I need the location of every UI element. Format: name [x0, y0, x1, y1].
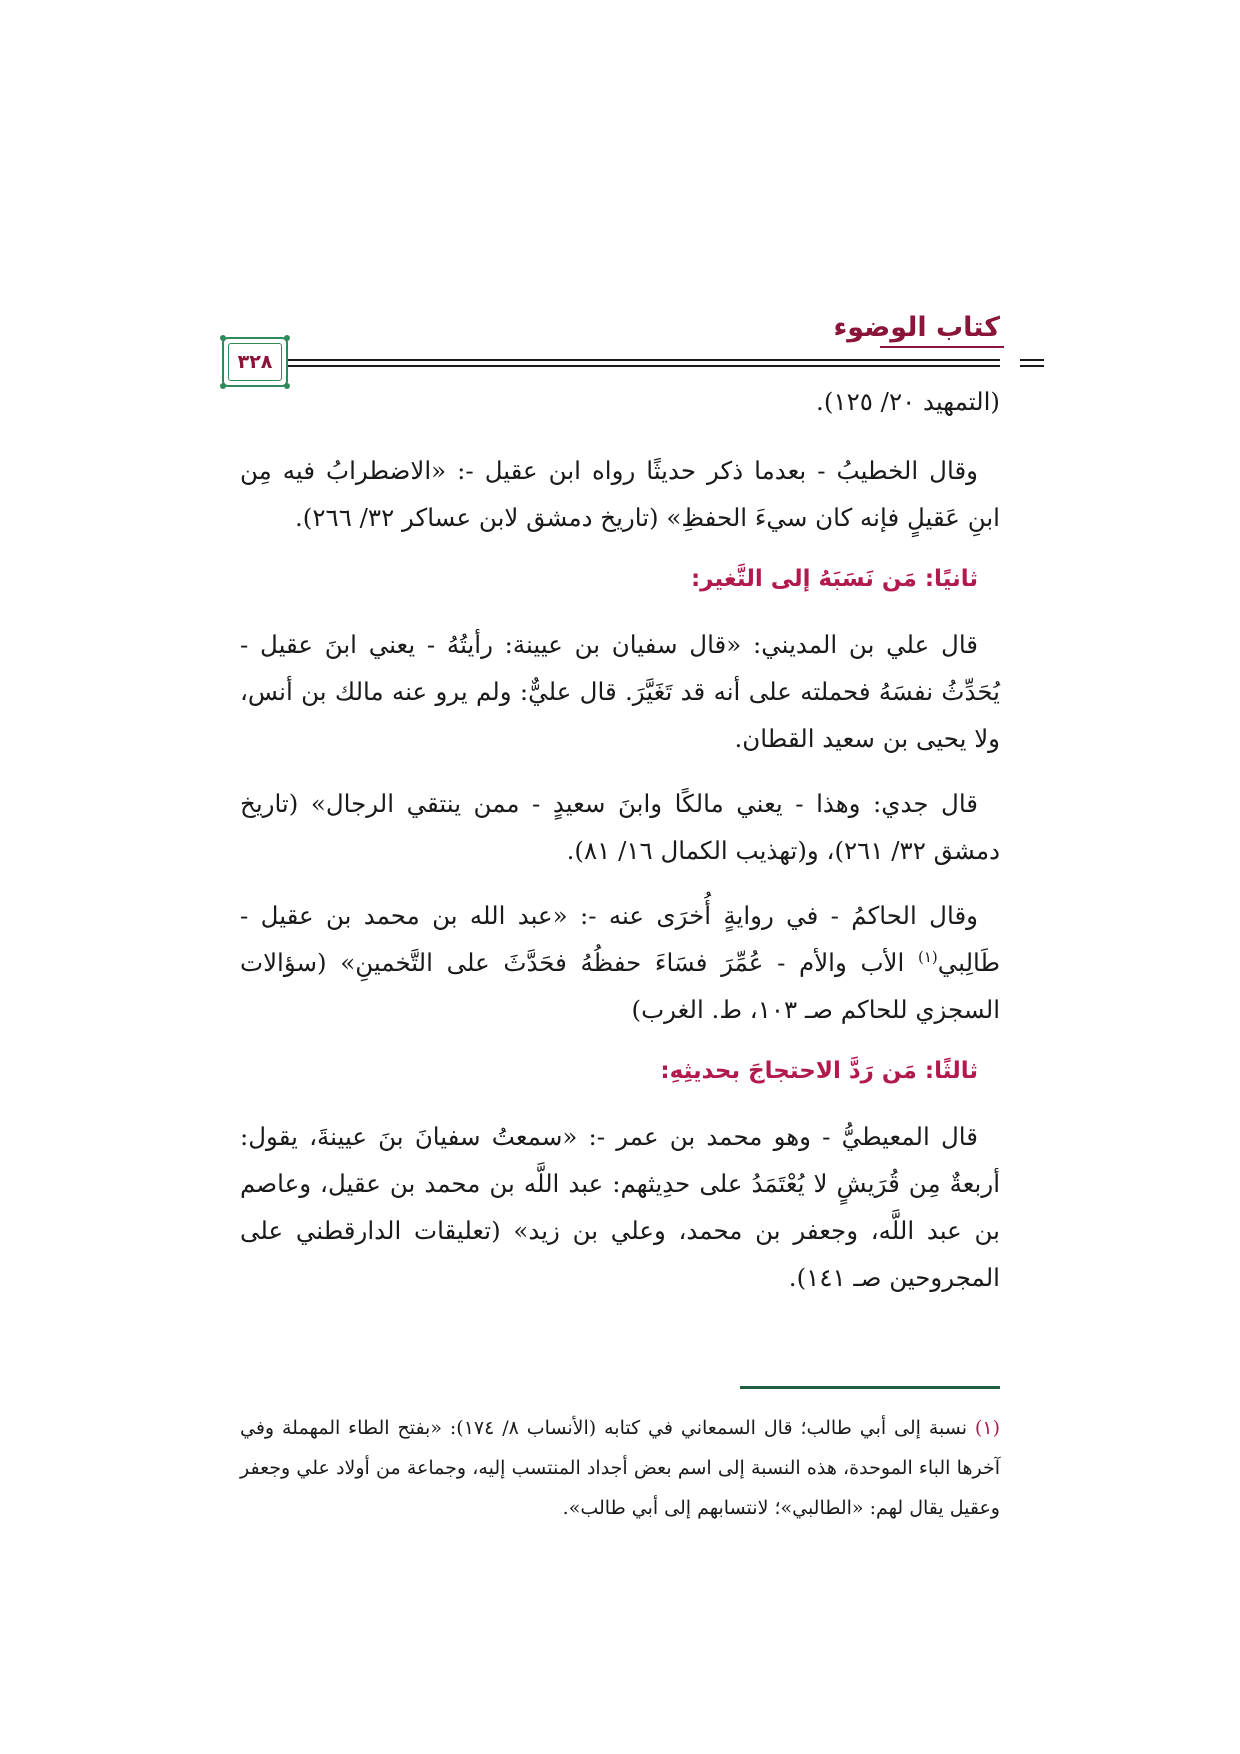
ornament-dot-icon: [220, 335, 226, 341]
footnote-separator: [740, 1386, 1000, 1389]
header-rule-left-bottom: [1020, 365, 1044, 367]
paragraph-ibn-madini: قال علي بن المديني: «قال سفيان بن عيينة: رأيتُهُ - يعني ابنَ عقيل - يُحَدِّثُ نفسَهُ فحملته على أنه قد تَغَيَّرَ. قال عليٌّ: ولم يرو عنه مالك بن أنس، ولا يحيى بن سعيد القطان.: [240, 630, 1000, 753]
main-text: [240, 378, 1000, 1319]
paragraph-hakim-part-2: الأب والأم - عُمِّرَ فسَاءَ حفظُهُ فحَدَّثَ على التَّخمينِ» (سؤالات السجزي للحاكم صـ ١٠٣، ط. الغرب): [240, 948, 1000, 1024]
paragraph-hakim: [240, 892, 1000, 1033]
footnotes: [240, 1408, 1000, 1528]
paragraph-khatib: وقال الخطيبُ - بعدما ذكر حديثًا رواه ابن عقيل -: «الاضطرابُ فيه مِن ابنِ عَقيلٍ فإنه كان سيءَ الحفظِ» (تاريخ دمشق لابن عساكر ٣٢/ ٢٦٦).: [240, 456, 1000, 532]
paragraph-citation: (التمهيد ٢٠/ ١٢٥).: [816, 387, 1000, 416]
footnote-item: [240, 1408, 1000, 1528]
header-rule-top: [288, 359, 1000, 361]
paragraph-hakim-part-1: وقال الحاكمُ - في روايةٍ أُخرَى عنه -: «عبد الله بن محمد بن عقيل - طَالِبي: [240, 901, 1000, 977]
footnote-number: (١): [974, 1417, 1000, 1439]
title-underline: [880, 346, 1004, 348]
book-title: كتاب الوضوء: [833, 312, 1000, 343]
header-rule-left-top: [1020, 359, 1044, 361]
section-heading-second: ثانيًا: مَن نَسَبَهُ إلى التَّغير:: [690, 566, 978, 592]
footnote-text: نسبة إلى أبي طالب؛ قال السمعاني في كتابه (الأنساب ٨/ ١٧٤): «بفتح الطاء المهملة وفي آخرها الباء الموحدة، هذه النسبة إلى اسم بعض أجداد المنتسب إليه، وجماعة من أولاد علي وجعفر وعقيل يقال لهم: «الطالبي»؛ لانتسابهم إلى أبي طالب».: [240, 1417, 1000, 1519]
section-heading-third: ثالثًا: مَن رَدَّ الاحتجاجَ بحديثِهِ:: [660, 1058, 978, 1084]
page-number-frame: [228, 343, 282, 381]
paragraph-muaiti: قال المعيطيُّ - وهو محمد بن عمر -: «سمعتُ سفيانَ بنَ عيينةَ، يقول: أربعةٌ مِن قُرَيشٍ لا يُعْتَمَدُ على حدِيثهم: عبد اللَّه بن محمد بن عقيل، وعاصم بن عبد اللَّه، وجعفر بن محمد، وعلي بن زيد» (تعليقات الدارقطني على المجروحين صـ ١٤١).: [240, 1122, 1000, 1292]
header-rule-bottom: [288, 365, 1000, 367]
page-number: ٣٢٨: [237, 351, 273, 373]
footnote-reference[interactable]: (١): [917, 947, 938, 966]
paragraph-jaddi: قال جدي: وهذا - يعني مالكًا وابنَ سعيدٍ - ممن ينتقي الرجال» (تاريخ دمشق ٣٢/ ٢٦١)، و(تهذيب الكمال ١٦/ ٨١).: [240, 789, 1000, 865]
ornament-dot-icon: [284, 335, 290, 341]
ornament-dot-icon: [220, 383, 226, 389]
